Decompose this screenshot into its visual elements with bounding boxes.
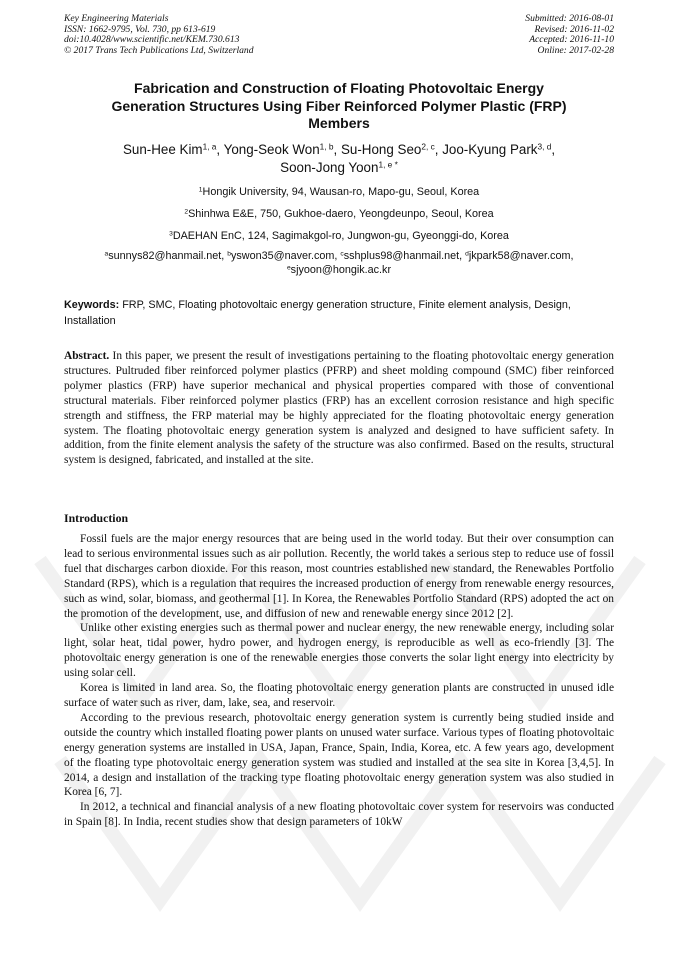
author-name: Yong-Seok Won [223,142,320,157]
affiliation [64,185,614,199]
abstract-label: Abstract. [64,350,110,362]
email-address[interactable]: yswon35@naver.com, [231,250,341,262]
keywords-label: Keywords: [64,299,120,311]
email-list [64,249,614,277]
revised-date: Revised: 2016-11-02 [534,23,614,35]
author-affiliation-mark: 2, c [421,141,435,152]
section-heading: Introduction [64,511,129,525]
author-separator: , [434,142,443,157]
author-affiliation-mark: 1, e * [378,158,398,169]
title-line: Members [308,115,370,131]
affiliation-text: DAEHAN EnC, 124, Sagimakgol-ro, Jungwon-gu, Gyeonggi-do, Korea [172,230,509,242]
title-line: Generation Structures Using Fiber Reinforced Polymer Plastic (FRP) [111,97,567,114]
doi-line: doi:10.4028/www.scientific.net/KEM.730.613 [64,34,240,46]
online-date: Online: 2017-02-28 [537,44,614,56]
affiliation [64,229,614,243]
author-name: Soon-Jong Yoon [280,159,379,175]
email-mark: d [465,250,469,258]
author-name: Sun-Hee Kim [122,142,203,157]
author-separator: , [551,142,556,157]
email-mark: a [104,250,109,258]
paragraph: Unlike other existing energies such as thermal power and nuclear energy, the new renewable energy, including solar light, solar heat, tidal power, hydro power, and hydrogen energy, is reproducible as well as eco-friendly [3]. The photovoltaic energy generation is one of the renewable energies those converts the solar light energy into electricity by using solar cell. [64,622,614,680]
author-separator: , [216,142,224,157]
email-mark: b [227,250,231,258]
abstract [64,349,614,468]
email-address[interactable]: jkpark58@naver.com, [468,250,574,262]
affiliation-text: Shinhwa E&E, 750, Gukhoe-daero, Yeongdeunpo, Seoul, Korea [188,208,494,220]
author-name: Su-Hong Seo [340,142,422,157]
abstract-text: In this paper, we present the result of investigations pertaining to the floating photovoltaic energy generation structures. Pultruded fiber reinforced polymer plastics (PFRP) and sheet molding compound (SMC) fiber reinforced polymer plastics (FRP) have superior mechanical and physical properties compared with those of conventional structural materials. Fiber reinforced polymer plastics (FRP) has an excellent corrosion resistance and high specific strength and stiffness, the FRP material may be highly appreciated for the floating photovoltaic energy generation system. The floating photovoltaic energy generation system is analyzed and designed to have sufficient safety. In addition, from the finite element analysis the safety of the structure was also confirmed. Based on the results, structural system is designed, fabricated, and installed at the site. [64,350,614,467]
title-line: Fabrication and Construction of Floating Photovoltaic Energy [134,80,544,96]
author-affiliation-mark: 3, d [537,141,552,152]
introduction-body [64,532,614,830]
author-affiliation-mark: 1, a [202,141,217,152]
paragraph: Fossil fuels are the major energy resources that are being used in the world today. But their over consumption can lead to serious environmental issues such as air pollution. Recently, the world takes a serious step to reduce use of fossil fuel that discharges carbon dioxide. For this reason, most countries established new standard, the Renewables Portfolio Standard (RPS), which is a regulation that requires the increased production of energy from renewable energy resources, such as wind, solar, biomass, and geothermal [1]. In Korea, the Renewables Portfolio Standard (RPS) adopted the act on the promotion of the development, use, and diffusion of new and renewable energy since 2012 [2]. [64,533,614,620]
affiliation-mark: 3 [169,230,173,238]
author-separator: , [333,142,341,157]
submitted-date: Submitted: 2016-08-01 [525,13,614,24]
affiliation-mark: 1 [198,186,203,194]
copyright-line: © 2017 Trans Tech Publications Ltd, Switzerland [64,44,254,56]
author-list [64,141,614,176]
affiliation-mark: 2 [184,208,189,216]
keywords [64,298,614,329]
paper-title [64,80,614,133]
keywords-text: FRP, SMC, Floating photovoltaic energy generation structure, Finite element analysis, Design, Installation [64,299,571,327]
email-mark: e [286,264,291,272]
publication-dates [525,14,614,56]
journal-info [64,14,254,56]
email-mark: c [340,250,344,258]
email-address[interactable]: sunnys82@hanmail.net, [108,250,228,262]
issn-line: ISSN: 1662-9795, Vol. 730, pp 613-619 [64,23,216,35]
paragraph: In 2012, a technical and financial analysis of a new floating photovoltaic cover system for reservoirs was conducted in Spain [8]. In India, recent studies show that design parameters of 10kW [64,801,614,829]
author-name: Joo-Kyung Park [442,142,538,157]
affiliation-text: Hongik University, 94, Wausan-ro, Mapo-gu, Seoul, Korea [202,186,480,198]
affiliation [64,207,614,221]
email-address[interactable]: sshplus98@hanmail.net, [343,250,466,262]
accepted-date: Accepted: 2016-11-10 [529,34,614,46]
email-address[interactable]: sjyoon@hongik.ac.kr [290,264,392,276]
author-affiliation-mark: 1, b [319,141,334,152]
paragraph: According to the previous research, photovoltaic energy generation system is currently being studied inside and outside the country which installed floating power plants on unused water surface. Various types of floating photovoltaic energy generation systems are installed in USA, Japan, France, Spain, India, Korea, etc. A few years ago, development of the floating type photovoltaic energy generation system was studied and installed at the sea site in Korea [3,4,5]. In 2014, a design and installation of the tracking type floating photovoltaic energy generation system was also studied in Korea [6, 7]. [64,711,614,799]
paragraph: Korea is limited in land area. So, the floating photovoltaic energy generation plants are constructed in unused idle surface of water such as river, dam, lake, sea, and reservoir. [64,682,614,709]
journal-name: Key Engineering Materials [64,13,169,24]
